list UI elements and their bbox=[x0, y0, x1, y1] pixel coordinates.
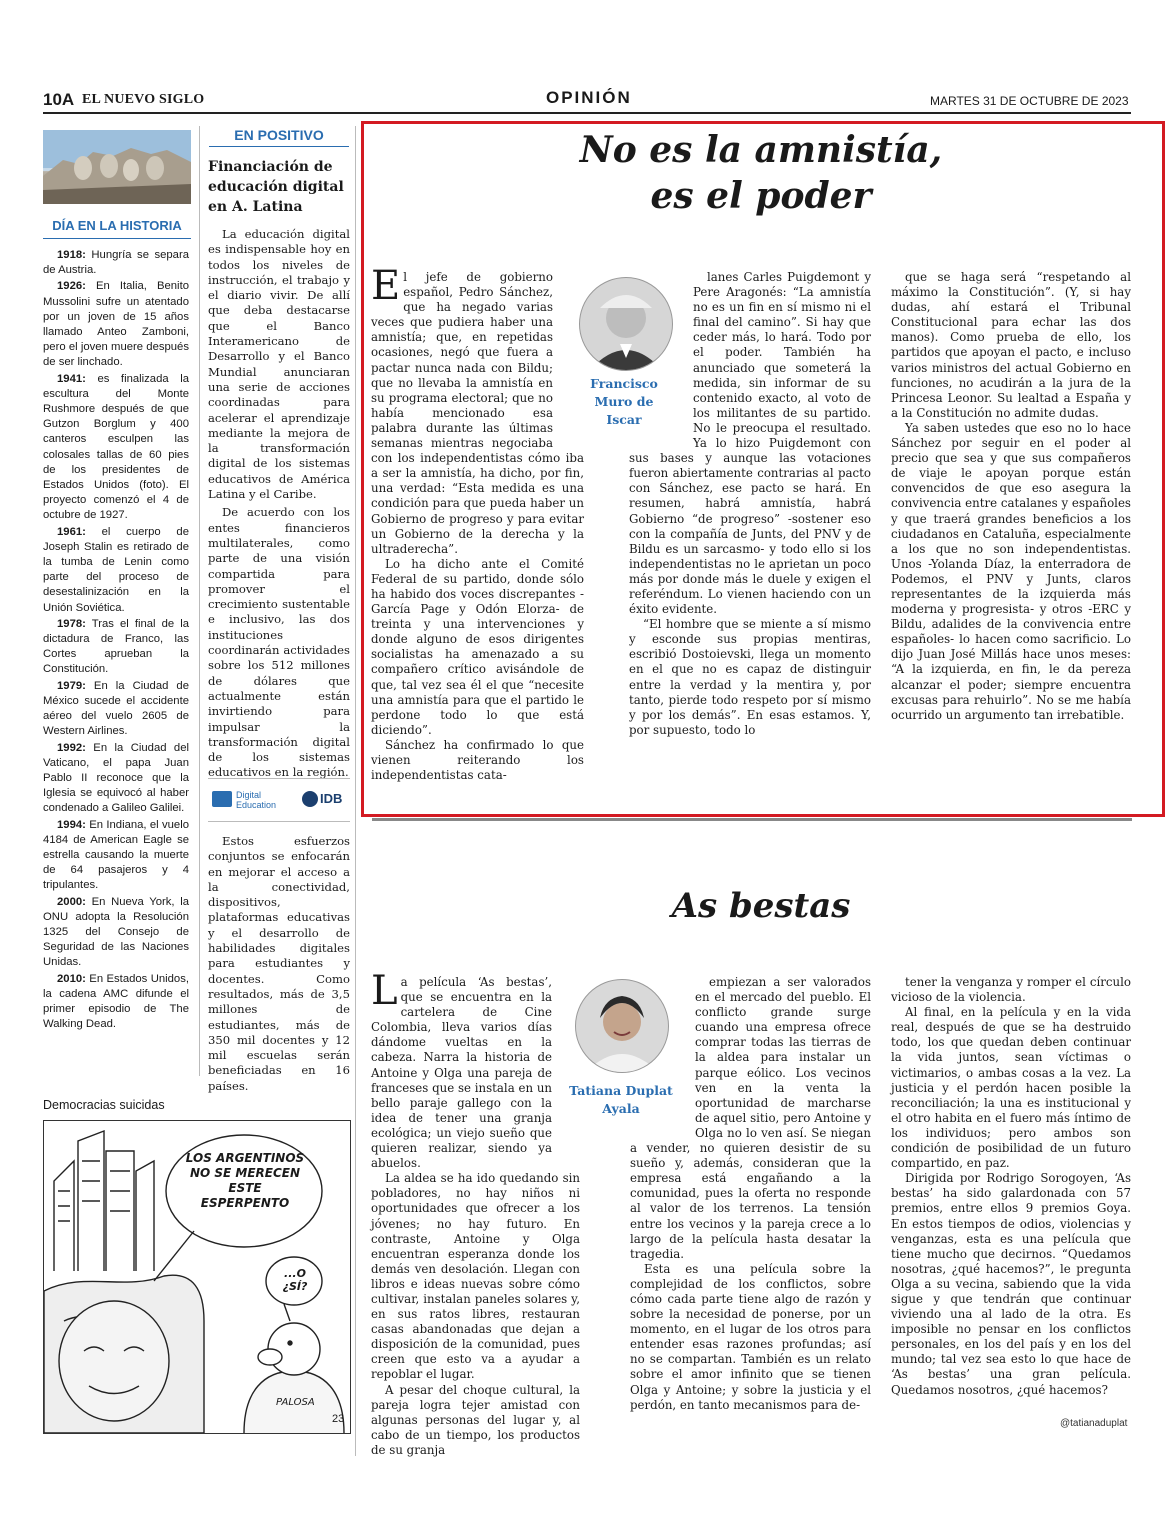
article-1-author: Francisco Muro de Iscar bbox=[590, 376, 658, 427]
paragraph bbox=[891, 270, 1131, 421]
article-divider bbox=[372, 818, 1132, 821]
article-1-title-line: No es la amnistía, bbox=[579, 129, 943, 171]
paragraph-text: Esta es una película sobre la complejidad de los conflictos, sobre cómo cada parte tiene algo de razón y sobre la necesidad de ponerse, por un momento, en el lugar de los otros para entender esas razones profundas; así no se compartan. También es un relato sobre el amor infinito que se tienen Olga y Antoine; y sobre la justicia y el perdón, en tanto mecanismos para de- bbox=[630, 1261, 871, 1412]
paragraph-text: Sánchez ha confirmado lo que vienen reiterando los independentistas cata- bbox=[371, 737, 584, 783]
article-2-author: Tatiana Duplat Ayala bbox=[569, 1083, 673, 1116]
portrait-spacer bbox=[553, 270, 584, 446]
event-year: 2010: bbox=[57, 972, 86, 985]
paragraph bbox=[371, 1383, 580, 1458]
cartoon-speech-bubble: LOS ARGENTINOS NO SE MERECEN ESTE ESPERPENTO bbox=[185, 1151, 305, 1210]
paragraph-text: l jefe de gobierno español, Pedro Sánchez, que ha negado varias veces que pudiera haber una amnistía; que, en repetidas ocasiones, negó que fuera a pactar nunca nada con Bildu; que no llevaba la amnistía en su programa electoral; que no había mencionado esa palabra durante las últimas semanas mientras negociaba con los independentistas cómo iba a ser la amnistía, ha dicho, por fin, una verdad: “Esta medida es una condición para que pueda haber un Gobierno de progreso y para evitar un Gobierno de la derecha y la ultraderecha”. bbox=[371, 270, 584, 556]
header-rule bbox=[43, 112, 1131, 114]
event-text: En la Ciudad de México sucede el accidente aéreo del vuelo 2605 de Western Airlines. bbox=[43, 679, 189, 738]
paragraph bbox=[371, 263, 584, 557]
section-title: OPINIÓN bbox=[546, 88, 632, 107]
paragraph bbox=[629, 617, 871, 738]
drop-cap: L bbox=[371, 968, 398, 1014]
event-text: En la Ciudad del Vaticano, el papa Juan Pablo II reconoce que la Iglesia se equivocó al haber condenado a Galileo Galilei. bbox=[43, 741, 189, 815]
paragraph bbox=[208, 227, 350, 502]
paragraph-text: Ya saben ustedes que eso no lo hace Sánchez por seguir en el poder al precio que sea y que sus compañeros de viaje le apoyan porque están convencidos de que eso asegura la convivencia entre catalanes y españoles y que traerá grandes beneficios a los ciudadanos en Cataluña, especialmente a los que no son independentistas. Unos -Yolanda Díaz, la enterradora de Podemos, el PNV y Junts, claros representantes de la izquierda más moderna y progresista- y otros -ERC y Bildu, adalides de la convivencia entre españoles- lo hacen como sacrificio. Lo dijo Juan José Millás hace unos meses: “A la izquierda, en fin, le da pereza alcanzar el poder; siempre encuentra excusas para rehuirlo”. No se me había ocurrido un argumento tan irrebatible. bbox=[891, 420, 1131, 722]
paragraph-text: que se haga será “respetando al máximo la Constitución”. (Y, si hay dudas, ahí estará el Tribunal Constitucional para echar las dos manos). Como prueba de ello, los partidos que apoyan el pacto, e incluso varios ministros del actual Gobierno en funciones, no acudirán a la jura de la Princesa Leonor. Su lealtad a España y a la Constitución no admite dudas. bbox=[891, 270, 1131, 420]
issue-date: MARTES 31 DE OCTUBRE DE 2023 bbox=[930, 94, 1129, 108]
paragraph-text: Dirigida por Rodrigo Sorogoyen, ‘As bestas’ ha sido galardonada con 57 premios, entre ellos 9 premios Goya. En estos tiempos de odios, violencias y venganzas, esta es una película que tiene mucho que decirnos. “Quedamos nosotras, ¿qué hacemos?”, le pregunta Olga a su vecina, sabiendo que la vida sigue y que tendrán que continuar viviendo una al lado de la otra. Es imposible no pensar en los conflictos personales, en los del país y en los del mundo; tal vez sea esto lo que hace de ‘As bestas’ una gran película. Quedamos nosotros, ¿qué hacemos? bbox=[891, 1171, 1131, 1397]
paragraph-text: lanes Carles Puigdemont y Pere Aragonés: “La amnistía no es un fin en sí mismo ni el final del camino”. Si hay que ceder más, lo hará. Todo por el poder. También ha anunciado que someterá la medida, sin informar de su contenido exacto, al voto de los militantes de su partido. No le preocupa el resultado. Ya lo hizo Puigdemont con sus bases y aunque las votaciones fueron abiertamente contrarias al pacto con Sánchez, ese pacto se hará. En resumen, habrá amnistía, habrá Gobierno “de progreso” -sostener eso con la compañía de Junts, del PNV y de Bildu es un sarcasmo- y todo ello si los independentistas no le aprietan un poco más por donde más le duele y exigen el referéndum. Lo vienen haciendo con un éxito evidente. bbox=[629, 270, 871, 617]
column-divider bbox=[199, 126, 200, 1076]
article-1-title bbox=[365, 127, 1157, 219]
page-number: 10A bbox=[43, 90, 75, 109]
event-year: 1979: bbox=[57, 679, 86, 692]
drop-cap: E bbox=[371, 263, 401, 309]
en-positivo-body-continued bbox=[208, 834, 350, 1094]
history-event bbox=[43, 972, 189, 1033]
history-event bbox=[43, 525, 189, 616]
paragraph-text: “El hombre que se miente a sí mismo y esconde sus propias mentiras, escribió Dostoievski, llega un momento en el que no es capaz de distinguir entre la verdad y la mentira y, por tanto, pierde todo respeto por sí mismo y por los demás”. En esas estamos. Y, por supuesto, todo lo bbox=[629, 617, 871, 737]
paragraph-text: A pesar del choque cultural, la pareja logra tejer amistad con algunas personas del lugar y, al cabo de un tiempo, los productos de su granja bbox=[371, 1382, 580, 1457]
event-year: 1918: bbox=[57, 249, 86, 261]
editorial-cartoon bbox=[43, 1120, 351, 1434]
paragraph bbox=[891, 421, 1131, 723]
masthead: EL NUEVO SIGLO bbox=[82, 92, 205, 107]
mount-rushmore-photo bbox=[43, 130, 191, 204]
article-2-column-1 bbox=[371, 968, 580, 1458]
article-1-column-2 bbox=[629, 270, 871, 738]
paragraph bbox=[371, 738, 584, 783]
paragraph-text: De acuerdo con los entes financieros multilaterales, como parte de una visión compartida para promover el crecimiento sustentable e inclusivo, las dos instituciones coordinarán actividades sobre los 512 millones de dólares que actualmente están invirtiendo para impulsar la transformación digital de los sistemas educativos en la región. bbox=[208, 505, 350, 780]
history-event bbox=[43, 372, 189, 524]
paragraph-text: Estos esfuerzos conjuntos se enfocarán en mejorar el acceso a la conectividad, dispositivos, plataformas educativas y el desarrollo de habilidades digitales para estudiantes y docentes. Como resultados, más de 3,5 millones de estudiantes, más de 350 mil docentes y 12 mil escuelas serán beneficiadas en 16 países. bbox=[208, 834, 350, 1093]
event-year: 1961: bbox=[57, 525, 86, 538]
paragraph-text: Al final, en la película y en la vida real, después de que se ha destruido todo, los que quedan deben continuar la vida juntos, sean víctimas o victimarios, o ambas cosas a la vez. La justicia y el perdón hacen posible la reconciliación; la una es institucional y el otro habita en el fuero más íntimo de los individuos; pero ambos son condición de posibilidad de un futuro compartido, en paz. bbox=[891, 1005, 1131, 1171]
digital-education-logo: Digital Education bbox=[236, 790, 277, 810]
en-positivo-label: EN POSITIVO bbox=[234, 127, 324, 143]
history-event bbox=[43, 895, 189, 971]
paragraph-text: a película ‘As bestas’, que se encuentra en la cartelera de Cine Colombia, lleva varios días dándome vueltas en la cabeza. Narra la historia de Antoine y Olga una pareja de franceses que se instala en un bello paraje gallego con la idea de tener una granja ecológica; un viejo sueño que quieren realizar, siendo ya abuelos. bbox=[371, 975, 553, 1171]
event-text: Hungría se separa de Austria. bbox=[43, 249, 189, 277]
history-events bbox=[43, 248, 189, 1033]
event-year: 1926: bbox=[57, 280, 86, 293]
event-year: 1941: bbox=[57, 372, 86, 385]
en-positivo-headline: Financiación de educación digital en A. Latina bbox=[208, 159, 344, 215]
portrait-spacer bbox=[630, 975, 695, 1135]
history-event bbox=[43, 248, 189, 278]
history-event bbox=[43, 679, 189, 740]
event-text: En Indiana, el vuelo 4184 de American Eagle se estrella causando la muerte de 64 pasajeros y 4 tripulantes. bbox=[43, 818, 189, 892]
paragraph bbox=[891, 975, 1131, 1005]
article-1-column-1 bbox=[371, 263, 584, 783]
paragraph bbox=[371, 968, 580, 1171]
portrait-spacer bbox=[629, 270, 693, 446]
history-event bbox=[43, 741, 189, 817]
paragraph-text: tener la venganza y romper el círculo vicioso de la violencia. bbox=[891, 975, 1131, 1005]
event-year: 2000: bbox=[57, 895, 86, 908]
idb-logo: IDB bbox=[320, 791, 343, 806]
paragraph bbox=[371, 1171, 580, 1382]
event-text: En Italia, Benito Mussolini sufre un atentado por un joven de 15 años llamado Anteo Zamboni, pero el joven muere después de ser linchado. bbox=[43, 280, 189, 369]
event-year: 1978: bbox=[57, 617, 86, 630]
paragraph bbox=[208, 834, 350, 1094]
paragraph bbox=[891, 1005, 1131, 1171]
history-event bbox=[43, 617, 189, 678]
event-text: Tras el final de la dictadura de Franco, las Cortes aprueban la Constitución. bbox=[43, 617, 189, 676]
author-handle: @tatianaduplat bbox=[1060, 1418, 1128, 1429]
event-year: 1992: bbox=[57, 741, 86, 754]
event-year: 1994: bbox=[57, 818, 86, 831]
event-text: es finalizada la escultura del Monte Rushmore después de que Gutzon Borglum y 400 canteros esculpen las colosales tallas de 60 pies de los presidentes de Estados Unidos (foto). El proyecto comenzó el 4 de octubre de 1927. bbox=[43, 372, 189, 522]
article-2-column-2 bbox=[630, 975, 871, 1413]
paragraph bbox=[630, 1262, 871, 1413]
paragraph-text: Lo ha dicho ante el Comité Federal de su partido, donde sólo ha habido dos voces discrepantes -García Page y Odón Elorza- de treinta y una intervenciones y donde alguno de esos dirigentes socialistas ha amenazado a su compañero crítico avisándole de que, tal vez sea él el que “necesite una amnistía para que el partido le perdone todo lo que está diciendo”. bbox=[371, 556, 584, 737]
paragraph-text: La aldea se ha ido quedando sin pobladores, no hay niños ni oportunidades que ofrecer a los jóvenes; no hay futuro. En contraste, Antoine y Olga encuentran esperanza donde los demás ven desolación. Llegan con libros e ideas nuevas sobre cómo cultivar, instalan paneles solares y, en sus ratos libres, restauran casas abandonadas que dejan a disposición de la comunidad, pues creen que esto va a ayudar a repoblar el lugar. bbox=[371, 1171, 580, 1382]
en-positivo-body bbox=[208, 227, 350, 784]
article-1-column-3 bbox=[891, 270, 1131, 723]
portrait-spacer bbox=[552, 975, 580, 1155]
paragraph bbox=[371, 557, 584, 738]
history-rule bbox=[43, 238, 191, 239]
paragraph-text: La educación digital es indispensable hoy en todos los niveles de instrucción, el trabajo y el diario vivir. De allí que deba destacarse que el Banco Interamericano de Desarrollo y el Banco Mundial anunciaran una serie de acciones coordinadas para acelerar el aprendizaje mediante la mejora de la transformación digital de los sistemas educativos de América Latina y el Caribe. bbox=[208, 227, 350, 502]
history-event bbox=[43, 279, 189, 370]
article-2-title: As bestas bbox=[671, 886, 851, 926]
sponsor-logos bbox=[208, 778, 350, 822]
article-1-title-line: es el poder bbox=[650, 175, 872, 217]
event-text: En Nueva York, la ONU adopta la Resolución 1325 del Consejo de Seguridad de las Naciones Unidas. bbox=[43, 895, 189, 969]
cartoon-caption: Democracias suicidas bbox=[43, 1098, 165, 1112]
paragraph bbox=[891, 1171, 1131, 1397]
event-text: En Estados Unidos, la cadena AMC difunde el primer episodio de The Walking Dead. bbox=[43, 972, 189, 1031]
cartoon-signature: PALOSA bbox=[276, 1397, 315, 1408]
history-event bbox=[43, 818, 189, 894]
event-text: el cuerpo de Joseph Stalin es retirado de la tumba de Lenin como parte del proceso de desestalinización en la Unión Soviética. bbox=[43, 525, 189, 614]
paragraph-text: empiezan a ser valorados en el mercado del pueblo. El conflicto grande surge cuando una empresa ofrece comprar todas las tierras de la aldea para instalar un parque eólico. Los vecinos ven en la venta la oportunidad de marcharse de aquel sitio, pero Antoine y Olga no lo ven así. Se niegan a vender, no quieren desistir de su sueño y, además, consideran que la empresa está engañando a la comunidad, pues la oferta no responde al valor de los terrenos. La tensión entre los vecinos y la pareja crece a lo largo de la película hasta desatar la tragedia. bbox=[630, 975, 871, 1261]
book-icon bbox=[212, 791, 232, 807]
paragraph bbox=[208, 505, 350, 780]
en-positivo-rule bbox=[209, 146, 349, 147]
cartoon-number: 23 bbox=[332, 1413, 345, 1425]
history-title: DÍA EN LA HISTORIA bbox=[52, 218, 182, 233]
article-2-column-3 bbox=[891, 975, 1131, 1398]
column-divider bbox=[355, 126, 356, 1456]
cartoon-reply-bubble: ...O ¿SÍ? bbox=[282, 1267, 308, 1293]
idb-icon bbox=[302, 791, 318, 807]
